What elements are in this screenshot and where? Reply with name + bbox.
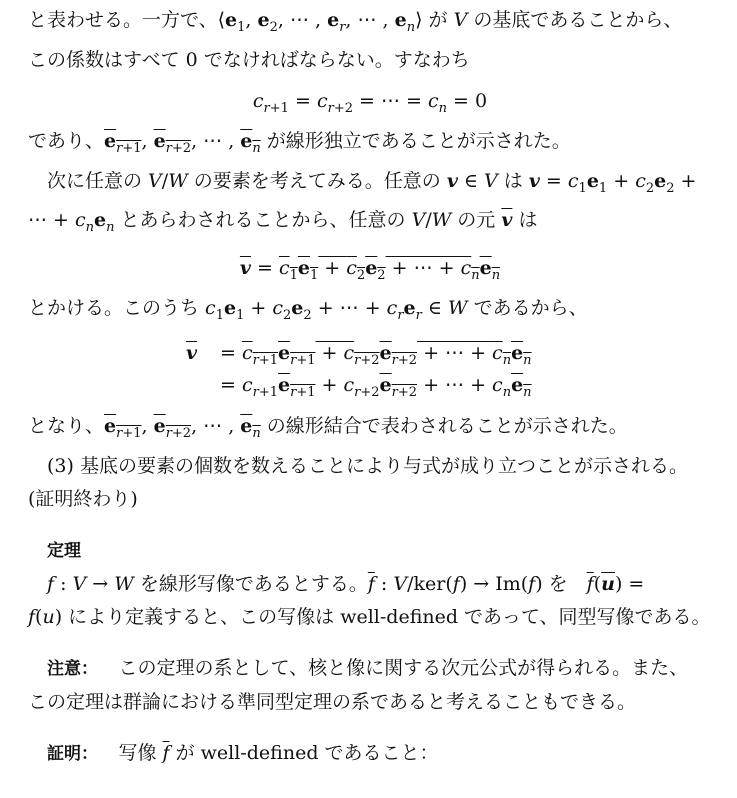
- paragraph-linear-independence: であり、$e_{r+1}$, $e_{r+2}$, ⋯ , $e_n$ が線形独立であることが示された。: [28, 129, 571, 156]
- equation-v-bar: $\overline{v} = c_1e_1 + c_2e_2$ + ⋯ + $c_ne_n$: [239, 257, 501, 283]
- note-paragraph: 注意： この定理の系として、核と像に関する次元公式が得られる。また、 この定理は群論における準同型定理の系であると考えることもできる。: [28, 656, 689, 713]
- theorem-statement: f : V → W を線形写像であるとする。$\overline{f}$ : V/ker(f) → Im(f) を $\overline{f}(\overline{u})$ = f(u) により定義すると、この写像は well-defined であって、同型写像である。: [28, 572, 711, 628]
- document-page: [28, 4, 712, 771]
- paragraph-basis-coefficients: と表わせる。一方で、$⟨e_1$, $e_2$, ⋯ , $e_r$, ⋯ , $e_n⟩$ が V の基底であることから、 この係数はすべて 0 でなければならない。すなわち: [28, 9, 683, 71]
- paragraph-arbitrary-element: 次に任意の V/W の要素を考えてみる。任意の v ∈ V は $v = c_1e_1 + c_2e_2$ + ⋯ + $c_ne_n$ とあらわされることから、任意の V/W の元 $\overline{v}$ は: [28, 169, 697, 236]
- proof-heading: 証明：: [47, 743, 90, 764]
- theorem-heading-label: 定理: [47, 540, 81, 561]
- proof-paragraph: 証明： 写像 $\overline{f}$ が well-defined であること：: [47, 741, 439, 764]
- equation-coefficients-zero: $c_{r+1} = c_{r+2}$ = ⋯ = $c_n = 0$: [252, 89, 488, 116]
- paragraph-w-membership: とかける。このうち $c_1e_1 + c_2e_2$ + ⋯ + $c_re_r$ ∈ W であるから、: [28, 297, 588, 323]
- note-heading: 注意：: [47, 658, 90, 679]
- paragraph-dimension-count: (3) 基底の要素の個数を数えることにより与式が成り立つことが示される。: [47, 454, 688, 477]
- paragraph-linear-combination: となり、$e_{r+1}$, $e_{r+2}$, ⋯ , $e_n$ の線形結合で表わされることが示された。: [28, 414, 628, 441]
- proof-end-marker: (証明終わり): [28, 487, 138, 510]
- equation-v-bar-expansion: $\overline{v}$ = $c_{r+1}e_{r+1} + c_{r+2}e_{r+2}$ + ⋯ + $c_ne_n$ = $c_{r+1}e_{r+1} + c_{r+2}e_{r+2}$ + ⋯ + $c_ne_n$: [186, 341, 532, 400]
- theorem-heading: [28, 534, 712, 568]
